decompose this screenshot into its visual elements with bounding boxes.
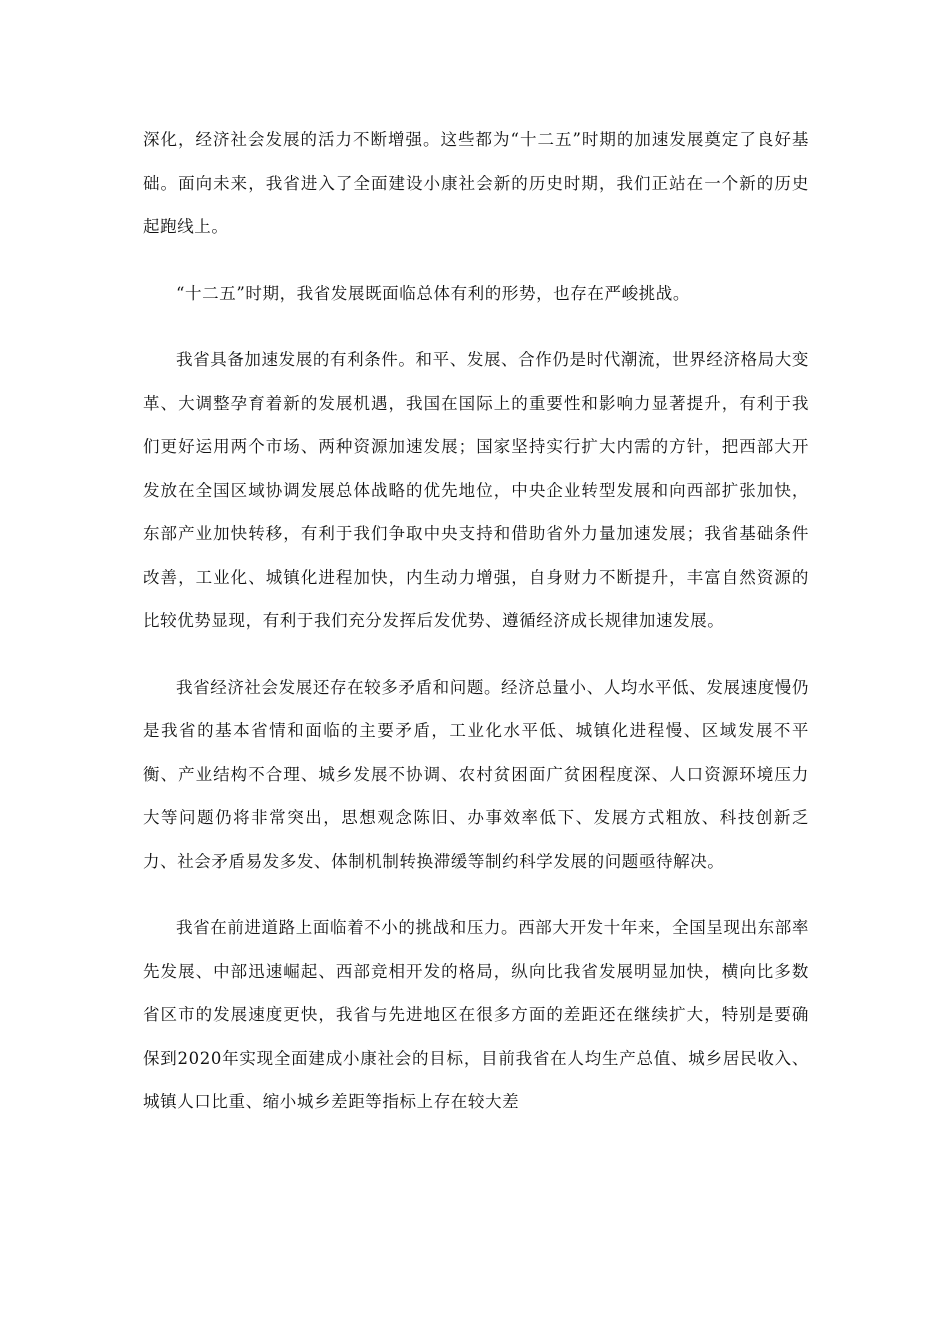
- paragraph-problems: 我省经济社会发展还存在较多矛盾和问题。经济总量小、人均水平低、发展速度慢仍是我省的基本省情和面临的主要矛盾，工业化水平低、城镇化进程慢、区域发展不平衡、产业结构不合理、城乡发展不协调、农村贫困面广贫困程度深、人口资源环境压力大等问题仍将非常突出，思想观念陈旧、办事效率低下、发展方式粗放、科技创新乏力、社会矛盾易发多发、体制机制转换滞缓等制约科学发展的问题亟待解决。: [143, 677, 809, 871]
- paragraph-favorable-conditions: 我省具备加速发展的有利条件。和平、发展、合作仍是时代潮流，世界经济格局大变革、大调整孕育着新的发展机遇，我国在国际上的重要性和影响力显著提升，有利于我们更好运用两个市场、两种资源加速发展；国家坚持实行扩大内需的方针，把西部大开发放在全国区域协调发展总体战略的优先地位，中央企业转型发展和向西部扩张加快，东部产业加快转移，有利于我们争取中央支持和借助省外力量加速发展；我省基础条件改善，工业化、城镇化进程加快，内生动力增强，自身财力不断提升，丰富自然资源的比较优势显现，有利于我们充分发挥后发优势、遵循经济成长规律加速发展。: [143, 350, 809, 630]
- paragraph-continuation: 深化，经济社会发展的活力不断增强。这些都为“十二五”时期的加速发展奠定了良好基础。面向未来，我省进入了全面建设小康社会新的历史时期，我们正站在一个新的历史起跑线上。: [143, 130, 809, 236]
- document-body: [143, 118, 809, 1124]
- paragraph-outlook: “十二五”时期，我省发展既面临总体有利的形势，也存在严峻挑战。: [176, 283, 690, 303]
- paragraph-challenges: 我省在前进道路上面临着不小的挑战和压力。西部大开发十年来，全国呈现出东部率先发展、中部迅速崛起、西部竞相开发的格局，纵向比我省发展明显加快，横向比多数省区市的发展速度更快，我省与先进地区在很多方面的差距还在继续扩大，特别是要确保到2020年实现全面建成小康社会的目标，目前我省在人均生产总值、城乡居民收入、城镇人口比重、缩小城乡差距等指标上存在较大差: [143, 918, 809, 1111]
